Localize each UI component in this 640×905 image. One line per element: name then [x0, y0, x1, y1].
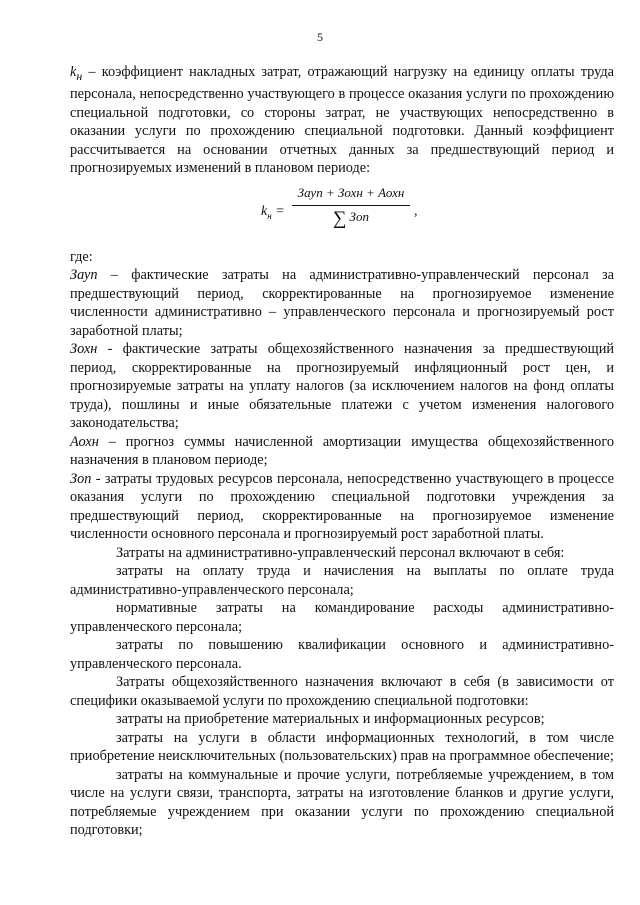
definition-term: Аохн	[70, 433, 99, 450]
paragraph-travel: нормативные затраты на командирование расходы административно-управленческого персонала;	[70, 600, 614, 635]
formula-equals: =	[271, 203, 285, 219]
intro-text: – коэффициент накладных затрат, отражающий нагрузку на единицу оплаты труда персонала, непосредственно участвующего в процессе оказания услуги по прохождению специальной подготовки, со стороны затрат, не участвующих непосредственно в оказании услуги по прохождению специальной подготовки. Данный коэффициент рассчитывается на основании отчетных данных за предшествующий период и прогнозируемых изменений в плановом периоде:	[70, 64, 614, 177]
definition-zop	[70, 470, 614, 544]
formula-lhs-subscript: н	[267, 210, 272, 221]
definition-term: Зауп	[70, 267, 98, 284]
formula	[70, 182, 614, 244]
formula-lhs-letter: k	[261, 203, 268, 219]
paragraph-it-services: затраты на услуги в области информационных технологий, в том числе приобретение неисключительных (пользовательских) прав на программное обеспечение;	[70, 729, 614, 765]
document-body	[70, 63, 614, 840]
intro-paragraph	[70, 63, 614, 178]
paragraph-materials: затраты на приобретение материальных и информационных ресурсов;	[116, 711, 545, 728]
definition-zaup	[70, 266, 614, 340]
formula-trailing-comma: ,	[414, 203, 418, 219]
coefficient-symbol-subscript: н	[76, 68, 83, 83]
paragraph-training: затраты по повышению квалификации основного и административно-управленческого персонала.	[70, 637, 614, 672]
sum-symbol: ∑	[333, 208, 347, 230]
definition-text: – прогноз суммы начисленной амортизации имущества общехозяйственного назначения в плановом периоде;	[70, 433, 614, 469]
definition-zohn	[70, 340, 614, 433]
where-label: где:	[70, 248, 93, 265]
definition-text: – фактические затраты на административно-управленческий персонал за предшествующий период, скорректированные на прогнозируемое изменение численности административно – управленческого персонала и прогнозируемый рост заработной платы;	[70, 267, 614, 339]
paragraph-admin-costs: Затраты на административно-управленческий персонал включают в себя:	[116, 544, 565, 561]
paragraph-payroll: затраты на оплату труда и начисления на выплаты по оплате труда административно-управленческого персонала;	[70, 563, 614, 598]
definition-term: Зохн	[70, 341, 98, 358]
page-number: 5	[317, 30, 323, 44]
formula-denominator-text: Зоп	[349, 209, 369, 225]
formula-lhs	[261, 203, 285, 225]
formula-numerator: Зауп + Зохн + Аохн	[292, 184, 410, 207]
definition-text: - фактические затраты общехозяйственного назначения за предшествующий период, скорректированные на прогнозируемый инфляционный рост цен, и прогнозируемые затраты на уплату налогов (за исключением налогов на фонд оплаты труда), пошлины и иные обязательные платежи с учетом изменения налогового законодательства;	[70, 341, 614, 432]
definition-aohn	[70, 433, 614, 470]
paragraph-general-costs: Затраты общехозяйственного назначения включают в себя (в зависимости от специфики оказываемой услуги по прохождению специальной подготовки:	[70, 674, 614, 709]
paragraph-utilities: затраты на коммунальные и прочие услуги, потребляемые учреждением, в том числе на услуги связи, транспорта, затраты на изготовление бланков и другие услуги, потребляемые учреждением при оказании услуги по прохождению специальной подготовки;	[70, 766, 614, 839]
definition-term: Зоп	[70, 470, 92, 487]
definition-text: - затраты трудовых ресурсов персонала, непосредственно участвующего в процессе оказания услуги по прохождению специальной подготовки учреждения за предшествующий период, скорректированные на прогнозируемое изменение численности основного персонала и прогнозируемый рост заработной платы.	[70, 470, 614, 543]
formula-denominator	[292, 206, 410, 229]
coefficient-symbol-letter: k	[70, 64, 77, 80]
coefficient-symbol	[70, 64, 83, 83]
formula-fraction	[292, 184, 410, 229]
